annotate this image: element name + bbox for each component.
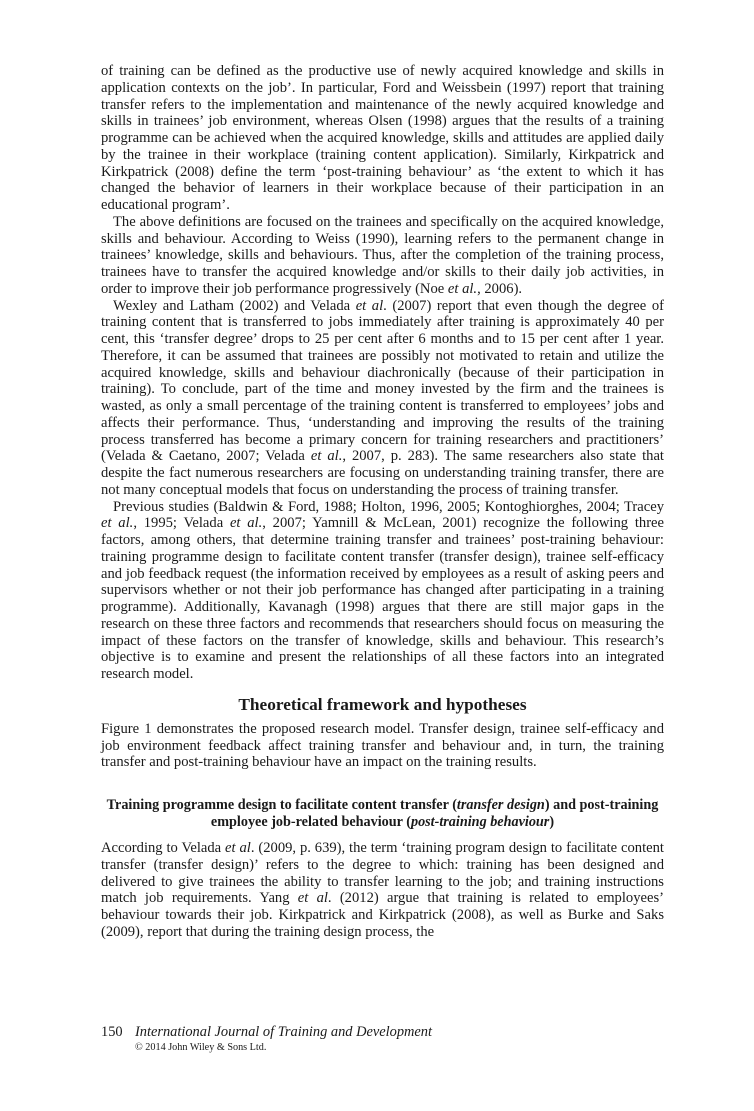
page-number: 150 <box>101 1024 123 1040</box>
italic-text: et al <box>355 297 384 314</box>
italic-text: et al. <box>229 515 263 532</box>
page-footer <box>101 1024 432 1055</box>
italic-text: post-training behaviour <box>410 814 550 830</box>
italic-text: et al. <box>101 515 134 532</box>
subsection-heading: Training programme design to facilitate content transfer (transfer design) and post-training employee job-related behaviour (post-training behaviour) <box>106 797 659 830</box>
italic-text: et al <box>225 840 251 856</box>
body-paragraph: Previous studies (Baldwin & Ford, 1988; Holton, 1996, 2005; Kontoghiorghes, 2004; Tracey et al., 1995; Velada et al., 2007; Yamnill & McLean, 2001) recognize the following three factors, among others, that determine training transfer and trainees’ post-training behaviour: training programme design to facilitate content transfer (transfer design), trainee self-efficacy and job feedback request (the information received by employees as a result of asking peers and supervisors whether or not their job performance has changed after participating in a training programme). Additionally, Kavanagh (1998) argues that there are still major gaps in the research on these three factors and recommends that researchers should focus on measuring the impact of these factors on the transfer of knowledge, skills and behaviour. This research’s objective is to examine and present the relationships of all these factors into an integrated research model. <box>101 498 665 682</box>
journal-name: International Journal of Training and Development <box>135 1024 432 1040</box>
subsection-paragraph: According to Velada et al. (2009, p. 639), the term ‘training program design to facilitate content transfer (transfer design)’ refers to the degree to which: training has been designed and delivered to give trainees the ability to transfer learning to the job; and training instructions match job requirements. Yang et al. (2012) argue that training is related to employees’ behaviour towards their job. Kirkpatrick and Kirkpatrick (2008), as well as Burke and Saks (2009), report that during the training design process, the <box>101 840 664 940</box>
italic-text: et al. <box>310 448 343 465</box>
body-paragraph: Wexley and Latham (2002) and Velada et al. (2007) report that even though the degree of training content that is transferred to jobs immediately after training is approximately 40 per cent, this ‘transfer degree’ drops to 25 per cent after 6 months and to 15 per cent after 1 year. Therefore, it can be assumed that trainees are possibly not motivated to retain and utilize the acquired knowledge, skills and behaviour diachronically (because of their participation in training). To conclude, part of the time and money invested by the firm and the trainees is wasted, as only a small percentage of the training content is transferred to employees’ jobs and affects their performance. Thus, ‘understanding and improving the results of the training process transferred has become a primary concern for training researchers and practitioners’ (Velada & Caetano, 2007; Velada et al., 2007, p. 283). The same researchers also state that despite the fact numerous researchers are focusing on understanding training transfer, there are not many conceptual models that focus on understanding the process of training transfer. <box>101 297 664 498</box>
page-body <box>101 63 664 941</box>
section-heading: Theoretical framework and hypotheses <box>238 694 527 714</box>
copyright-notice: © 2014 John Wiley & Sons Ltd. <box>135 1042 267 1053</box>
body-paragraph: The above definitions are focused on the trainees and specifically on the acquired knowledge, skills and behaviour. According to Weiss (1990), learning refers to the permanent change in trainees’ knowledge, skills and behaviours. Thus, after the completion of the training process, trainees have to transfer the acquired knowledge and/or skills to their daily job activities, in order to improve their job performance progressively (Noe et al., 2006). <box>101 213 664 297</box>
section-intro-paragraph: Figure 1 demonstrates the proposed research model. Transfer design, trainee self-efficacy and job environment feedback affect training transfer and behaviour and, in turn, the training transfer and post-training behaviour have an impact on the training results. <box>101 720 664 771</box>
italic-text: et al <box>297 890 328 907</box>
italic-text: transfer design <box>456 797 545 813</box>
body-paragraph: of training can be defined as the productive use of newly acquired knowledge and skills in application contexts on the job’. In particular, Ford and Weissbein (1997) report that training transfer refers to the implementation and maintenance of the newly acquired knowledge and skills in trainees’ job environment, whereas Olsen (1998) argues that the results of a training programme can be achieved when the acquired knowledge, skills and attitudes are applied daily by the trainee in their workplace (training content application). Similarly, Kirkpatrick and Kirkpatrick (2008) define the term ‘post-training behaviour’ as ‘the extent to which it has changed the behavior of learners in their workplace because of their participation in an educational program’. <box>101 63 664 213</box>
italic-text: et al. <box>447 280 478 297</box>
